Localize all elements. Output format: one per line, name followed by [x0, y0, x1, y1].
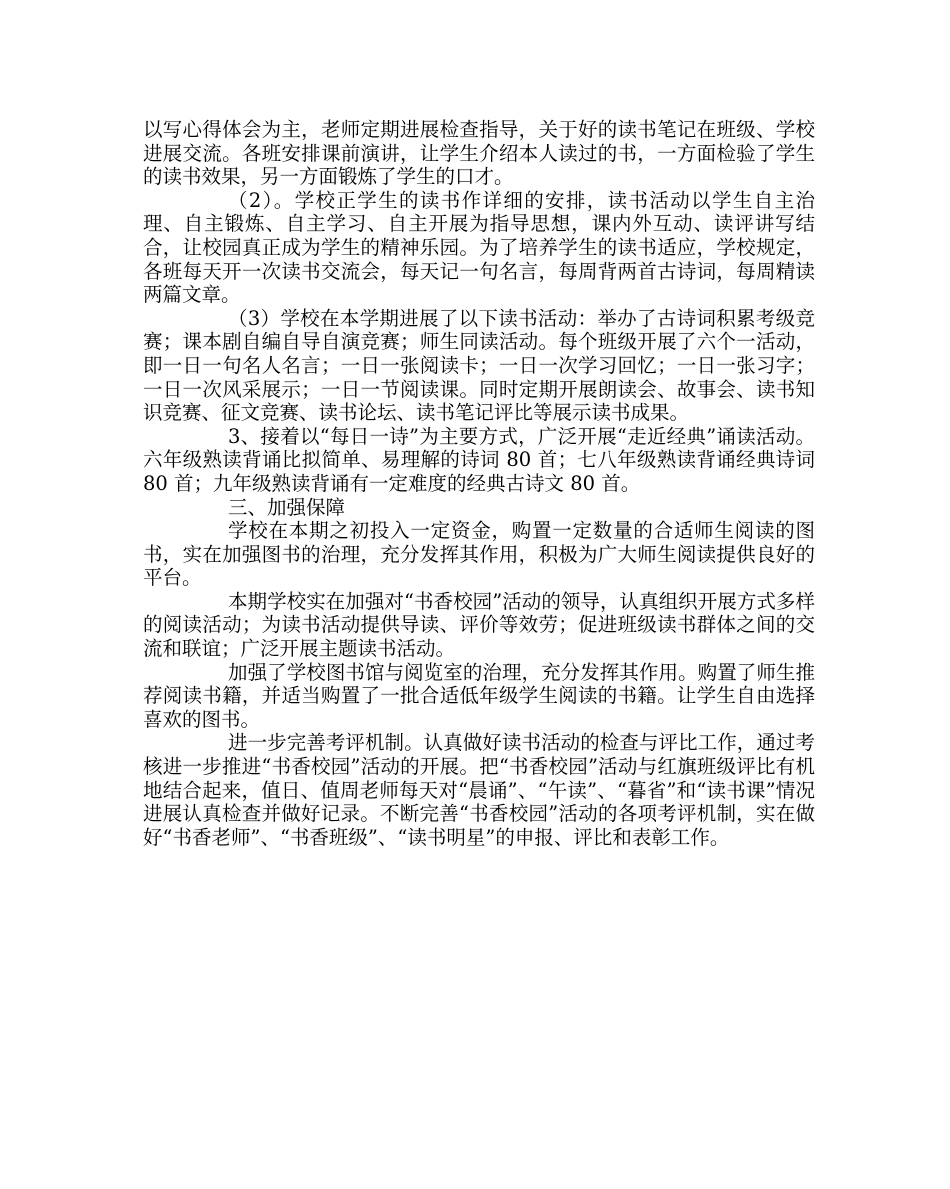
paragraph-item-3: （3）学校在本学期进展了以下读书活动：举办了古诗词积累考级竞赛；课本剧自编自导自演竞赛；师生同读活动。每个班级开展了六个一活动，即一日一句名人名言；一日一张阅读卡；一日一次学习回忆；一日一张习字；一日一次风采展示；一日一节阅读课。同时定期开展朗读会、故事会、读书知识竞赛、征文竞赛、读书论坛、读书笔记评比等展示读书成果。: [143, 306, 815, 425]
document-body: [143, 118, 815, 849]
paragraph-library: 加强了学校图书馆与阅览室的治理，充分发挥其作用。购置了师生推荐阅读书籍，并适当购置了一批合适低年级学生阅读的书籍。让学生自由选择喜欢的图书。: [143, 660, 815, 731]
paragraph-section-3: 3、接着以“每日一诗”为主要方式，广泛开展“走近经典”诵读活动。六年级熟读背诵比拟简单、易理解的诗词 80 首；七八年级熟读背诵经典诗词 80 首；九年级熟读背诵有一定难度的经典古诗文 80 首。: [143, 424, 815, 495]
paragraph-item-2: （2）。学校正学生的读书作详细的安排，读书活动以学生自主治理、自主锻炼、自主学习、自主开展为指导思想，课内外互动、读评讲写结合，让校园真正成为学生的精神乐园。为了培养学生的读书适应，学校规定，各班每天开一次读书交流会，每天记一句名言，每周背两首古诗词，每周精读两篇文章。: [143, 188, 815, 307]
paragraph-evaluation: 进一步完善考评机制。认真做好读书活动的检查与评比工作，通过考核进一步推进“书香校园”活动的开展。把“书香校园”活动与红旗班级评比有机地结合起来，值日、值周老师每天对“晨诵”、“午读”、“暮省”和“读书课”情况进展认真检查并做好记录。不断完善“书香校园”活动的各项考评机制，实在做好“书香老师”、“书香班级”、“读书明星”的申报、评比和表彰工作。: [143, 731, 815, 849]
paragraph-reading-notes: 以写心得体会为主，老师定期进展检查指导，关于好的读书笔记在班级、学校进展交流。各班安排课前演讲，让学生介绍本人读过的书，一方面检验了学生的读书效果，另一方面锻炼了学生的口才。: [143, 118, 815, 189]
paragraph-leadership: 本期学校实在加强对“书香校园”活动的领导，认真组织开展方式多样的阅读活动；为读书活动提供导读、评价等效劳；促进班级读书群体之间的交流和联谊；广泛开展主题读书活动。: [143, 589, 815, 661]
paragraph-funding: 学校在本期之初投入一定资金，购置一定数量的合适师生阅读的图书，实在加强图书的治理，充分发挥其作用，积极为广大师生阅读提供良好的平台。: [143, 519, 815, 590]
section-heading-safeguards: 三、加强保障: [228, 495, 346, 519]
